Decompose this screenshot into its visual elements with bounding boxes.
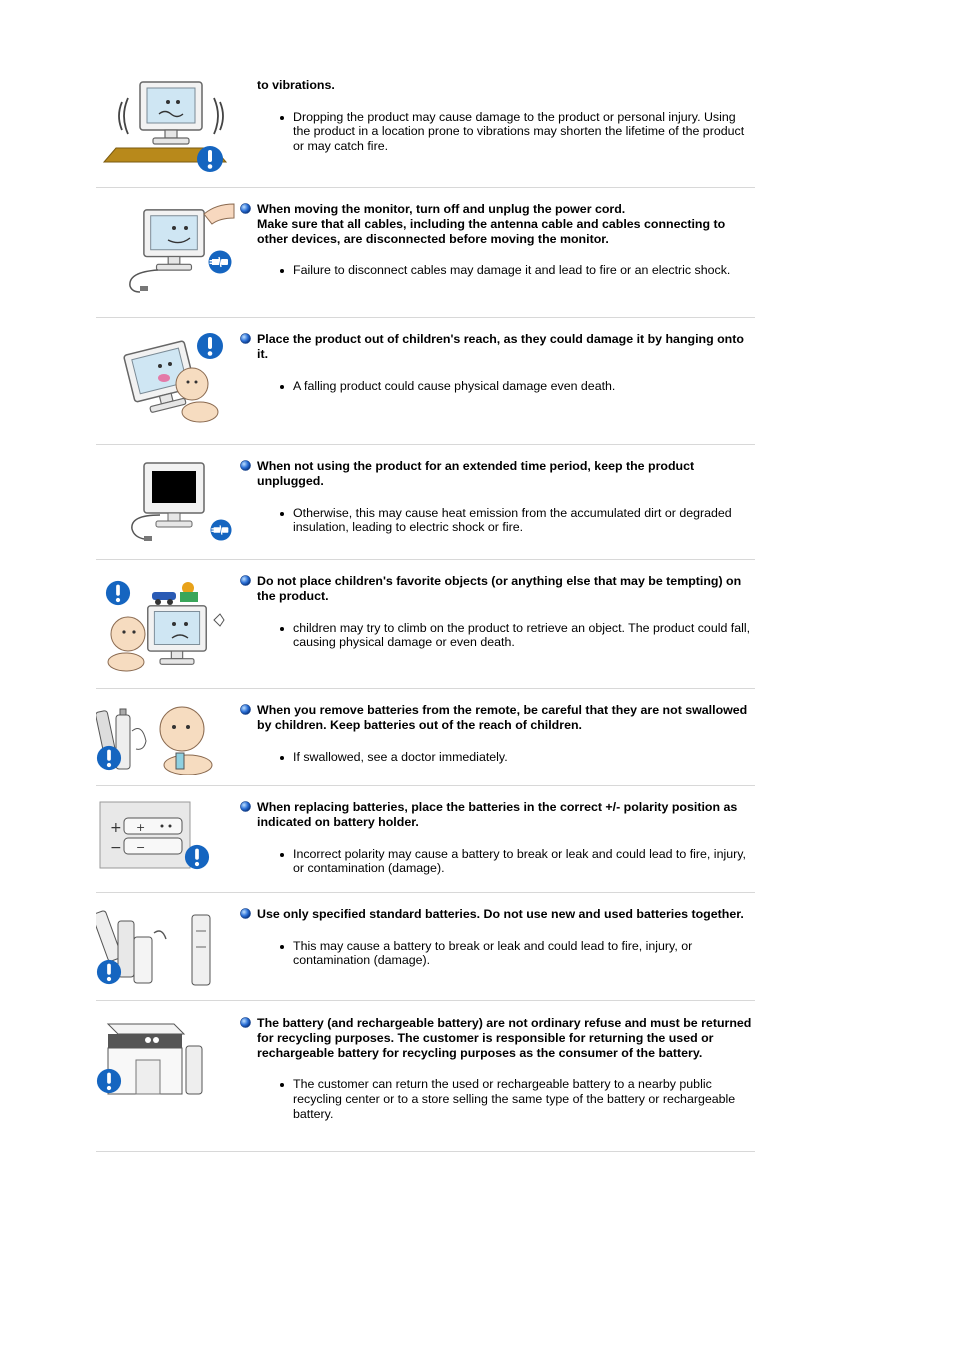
section-heading: When moving the monitor, turn off and unplug the power cord. Make sure that all cables, including the antenna cable and cables connecting to other devices, are disconnected before moving the monitor. [240, 202, 755, 246]
mixed-batteries-illustration [96, 907, 236, 989]
recycling-store-illustration [96, 1016, 236, 1098]
unplug-icon [210, 519, 231, 540]
detail-list [240, 847, 755, 876]
bullet-icon [240, 333, 251, 344]
warning-icon [97, 746, 121, 770]
safety-item-vibrations [96, 78, 755, 186]
warning-icon [197, 333, 223, 359]
bullet-icon [240, 460, 251, 471]
section-heading: Do not place children's favorite objects (or anything else that may be tempting) on the product. [240, 574, 755, 604]
detail-item: If swallowed, see a doctor immediately. [293, 750, 755, 765]
detail-list [240, 110, 755, 154]
section-heading: to vibrations. [257, 78, 335, 92]
safety-item-remove-batteries [96, 703, 755, 785]
detail-list [240, 379, 755, 394]
warning-icon [97, 1069, 121, 1093]
detail-item: A falling product could cause physical damage even death. [293, 379, 755, 394]
bullet-icon [240, 1017, 251, 1028]
battery-holder-illustration [96, 800, 236, 872]
batteries-and-child-illustration [96, 703, 236, 775]
battery-plus: + [136, 821, 146, 834]
safety-item-unplugged [96, 459, 755, 559]
section-heading: The battery (and rechargeable battery) are not ordinary refuse and must be returned for recycling purposes. The customer is responsible for returning the used or rechargeable battery for recycling purposes as the consumer of the battery. [240, 1016, 755, 1060]
section-divider [96, 559, 755, 560]
bullet-icon [240, 704, 251, 715]
safety-item-standard-batteries [96, 907, 755, 1000]
section-divider [96, 1151, 755, 1152]
objects-on-monitor-illustration [96, 574, 236, 674]
bullet-icon [240, 575, 251, 586]
safety-item-favorite-objects [96, 574, 755, 688]
vibrating-monitor-illustration [96, 78, 236, 174]
monitor-unplugged-illustration [96, 459, 236, 547]
section-divider [96, 317, 755, 318]
section-heading: When replacing batteries, place the batteries in the correct +/- polarity position as indicated on battery holder. [240, 800, 755, 830]
safety-item-battery-polarity [96, 800, 755, 892]
minus-sign: − [110, 840, 122, 856]
section-heading: Place the product out of children's reach, as they could damage it by hanging onto it. [240, 332, 755, 362]
child-hanging-monitor-illustration [96, 332, 236, 427]
warning-icon [106, 581, 130, 605]
bullet-icon [240, 908, 251, 919]
detail-item: Dropping the product may cause damage to the product or personal injury. Using the product in a location prone to vibrations may shorten the lifetime of the product or may catch fire. [293, 110, 755, 154]
detail-list [240, 506, 755, 535]
detail-item: Failure to disconnect cables may damage it and lead to fire or an electric shock. [293, 263, 755, 278]
section-divider [96, 785, 755, 786]
safety-item-moving-monitor [96, 202, 755, 317]
warning-icon [185, 845, 209, 869]
section-divider [96, 444, 755, 445]
unplug-monitor-illustration [96, 202, 236, 302]
detail-list [240, 263, 755, 278]
detail-list [240, 1077, 755, 1121]
detail-item: The customer can return the used or rechargeable battery to a nearby public recycling center or to a store selling the same type of the battery or rechargeable battery. [293, 1077, 755, 1121]
detail-item: Incorrect polarity may cause a battery to break or leak and could lead to fire, injury, or contamination (damage). [293, 847, 755, 876]
bullet-icon [240, 801, 251, 812]
detail-item: children may try to climb on the product to retrieve an object. The product could fall, causing physical damage or even death. [293, 621, 755, 650]
plus-sign: + [110, 820, 122, 836]
section-heading: When you remove batteries from the remote, be careful that they are not swallowed by children. Keep batteries out of the reach of children. [240, 703, 755, 733]
battery-minus: − [136, 841, 146, 854]
section-heading: When not using the product for an extended time period, keep the product unplugged. [240, 459, 755, 489]
detail-list [240, 939, 755, 968]
section-divider [96, 892, 755, 893]
detail-list [240, 750, 755, 765]
detail-list [240, 621, 755, 650]
warning-icon [97, 960, 121, 984]
detail-item: This may cause a battery to break or leak and could lead to fire, injury, or contamination (damage). [293, 939, 755, 968]
section-divider [96, 1000, 755, 1001]
warning-icon [197, 146, 223, 172]
section-divider [96, 187, 755, 188]
unplug-icon [209, 251, 232, 274]
section-heading: Use only specified standard batteries. Do not use new and used batteries together. [240, 907, 755, 922]
section-divider [96, 688, 755, 689]
bullet-icon [240, 203, 251, 214]
safety-item-battery-recycling [96, 1016, 755, 1151]
detail-item: Otherwise, this may cause heat emission from the accumulated dirt or degraded insulation, leading to electric shock or fire. [293, 506, 755, 535]
safety-item-children-reach [96, 332, 755, 444]
